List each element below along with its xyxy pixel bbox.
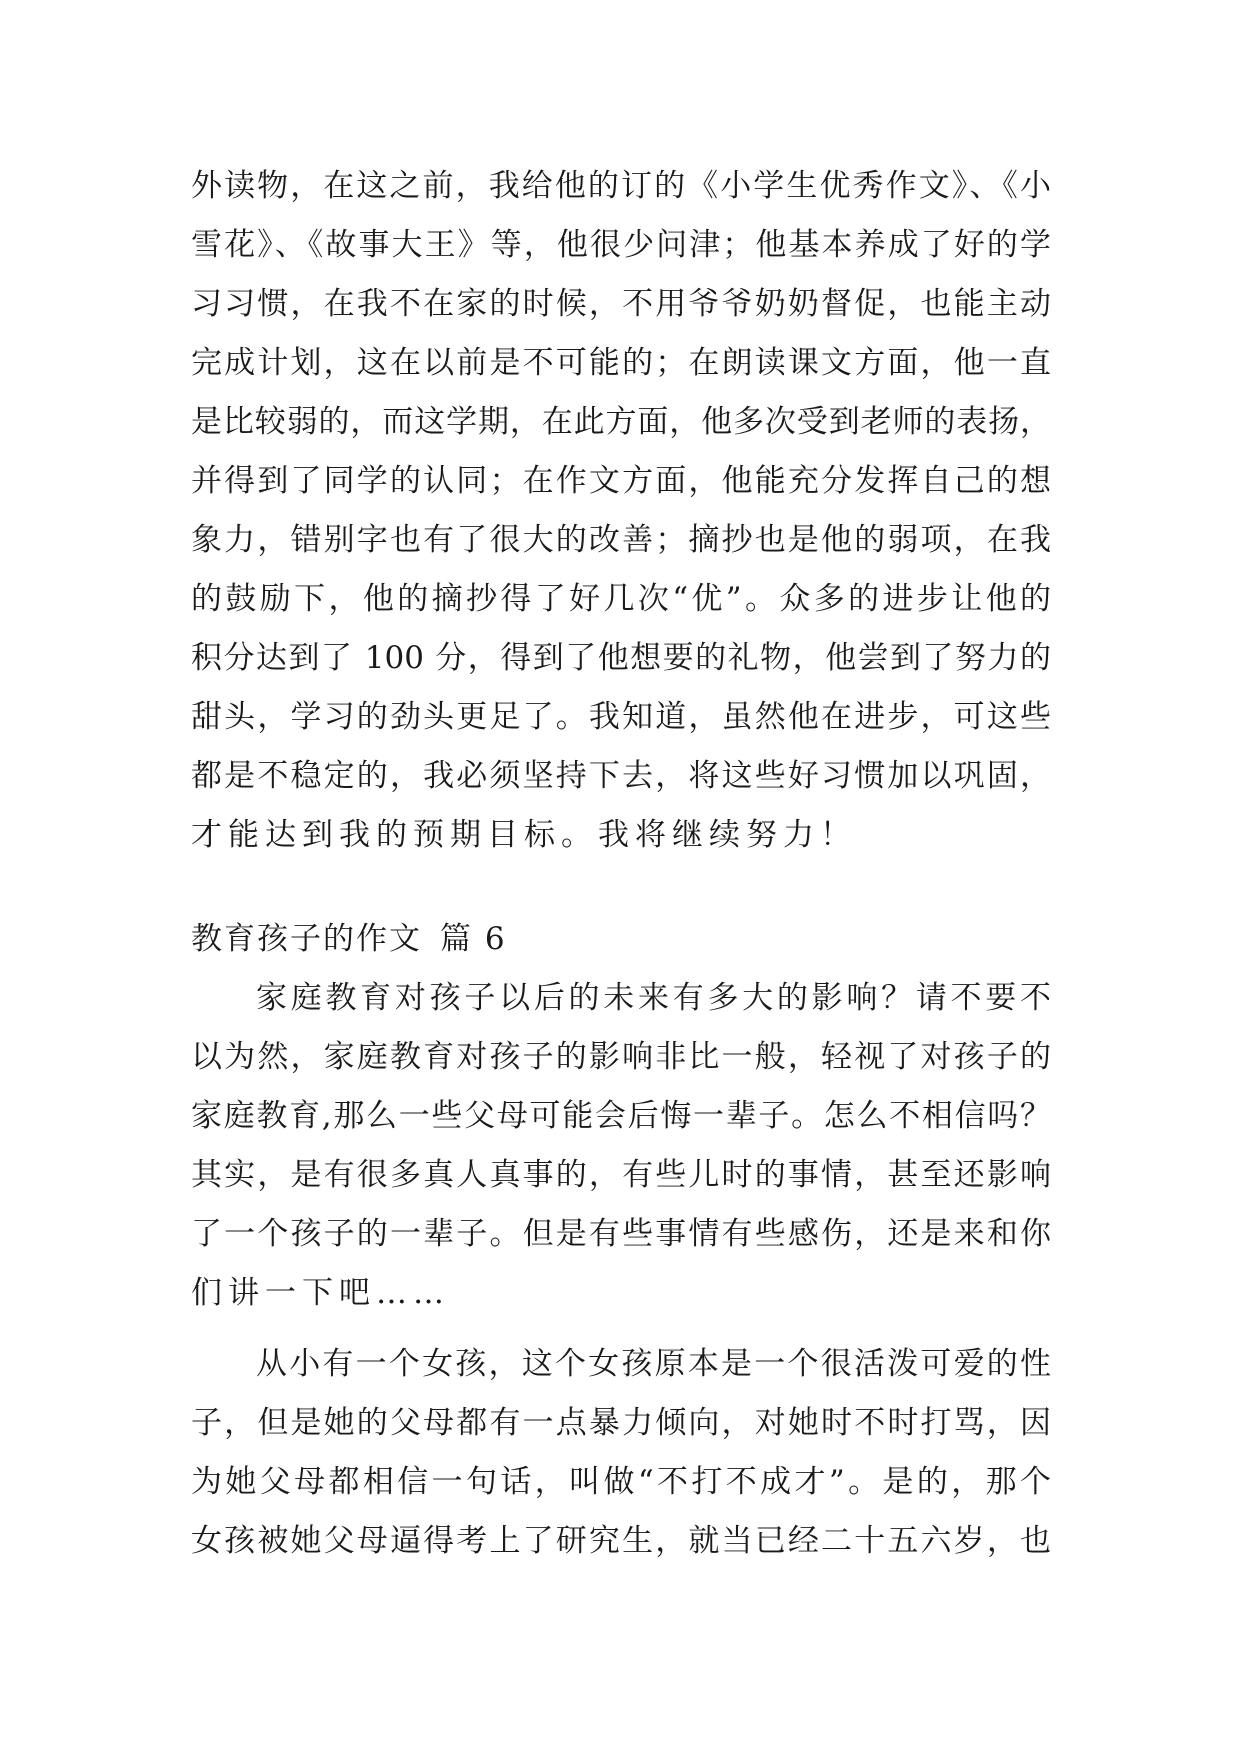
text-line: 子，但是她的父母都有一点暴力倾向，对她时不时打骂，因 xyxy=(191,1405,1051,1441)
text-line: 都是不稳定的，我必须坚持下去，将这些好习惯加以巩固， xyxy=(191,758,1051,794)
text-line: 并得到了同学的认同；在作文方面，他能充分发挥自己的想 xyxy=(191,463,1051,499)
section-part-number: 篇 6 xyxy=(440,921,507,957)
text-line: 其实，是有很多真人真事的，有些儿时的事情，甚至还影响 xyxy=(191,1157,1051,1193)
text-line: 了一个孩子的一辈子。但是有些事情有些感伤，还是来和你 xyxy=(191,1216,1051,1252)
text-line: 外读物，在这之前，我给他的订的《小学生优秀作文》、《小 xyxy=(191,168,1051,204)
text-line: 从小有一个女孩，这个女孩原本是一个很活泼可爱的性 xyxy=(256,1346,1051,1382)
text-line: 甜头，学习的劲头更足了。我知道，虽然他在进步，可这些 xyxy=(191,699,1051,735)
text-line: 家庭教育,那么一些父母可能会后悔一辈子。怎么不相信吗？ xyxy=(191,1098,1051,1134)
text-line: 雪花》、《故事大王》等，他很少问津；他基本养成了好的学 xyxy=(191,227,1051,263)
section-heading xyxy=(191,917,507,961)
text-line: 习习惯，在我不在家的时候，不用爷爷奶奶督促，也能主动 xyxy=(191,286,1051,322)
section-title: 教育孩子的作文 xyxy=(191,921,422,957)
text-line: 女孩被她父母逼得考上了研究生，就当已经二十五六岁，也 xyxy=(191,1523,1051,1559)
text-line: 以为然，家庭教育对孩子的影响非比一般，轻视了对孩子的 xyxy=(191,1039,1051,1075)
text-line: 的鼓励下，他的摘抄得了好几次“优”。众多的进步让他的 xyxy=(191,581,1051,617)
text-line: 完成计划，这在以前是不可能的；在朗读课文方面，他一直 xyxy=(191,345,1051,381)
text-line: 家庭教育对孩子以后的未来有多大的影响？请不要不 xyxy=(256,980,1051,1016)
text-line: 才能达到我的预期目标。我将继续努力！ xyxy=(191,817,857,853)
text-line: 象力，错别字也有了很大的改善；摘抄也是他的弱项，在我 xyxy=(191,522,1051,558)
text-line: 是比较弱的，而这学期，在此方面，他多次受到老师的表扬， xyxy=(191,404,1051,440)
text-line: 为她父母都相信一句话，叫做“不打不成才”。是的，那个 xyxy=(191,1464,1051,1500)
text-line: 们讲一下吧…… xyxy=(191,1275,450,1311)
text-line: 积分达到了 100 分，得到了他想要的礼物，他尝到了努力的 xyxy=(191,640,1051,676)
